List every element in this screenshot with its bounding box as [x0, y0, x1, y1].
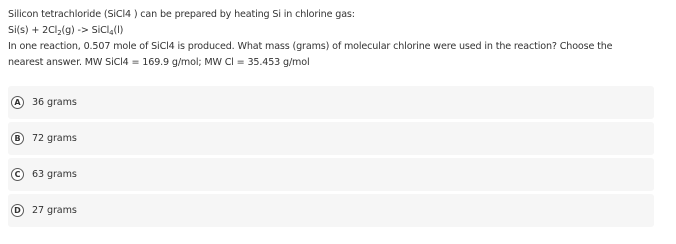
equation-part: (g) -> SiCl: [61, 25, 110, 36]
equation-subscript: 4: [109, 29, 114, 37]
option-label: 63 grams: [32, 169, 77, 180]
answer-option-d[interactable]: [8, 194, 654, 227]
question-text: [8, 7, 658, 71]
question-line-intro: Silicon tetrachloride (SiCl4 ) can be prepared by heating Si in chlorine gas:: [8, 9, 355, 20]
answer-option-a[interactable]: [8, 86, 654, 119]
option-letter-badge: A: [11, 96, 24, 109]
equation-part: Si(s) + 2Cl: [8, 25, 58, 36]
option-label: 36 grams: [32, 97, 77, 108]
option-label: 27 grams: [32, 205, 77, 216]
equation-subscript: 2: [57, 29, 62, 37]
reaction-equation: [8, 23, 658, 39]
option-letter-badge: B: [11, 132, 24, 145]
equation-part: (l): [113, 25, 124, 36]
answer-option-b[interactable]: [8, 122, 654, 155]
answer-option-c[interactable]: [8, 158, 654, 191]
option-letter-badge: D: [11, 204, 24, 217]
answer-options: [8, 86, 654, 230]
option-label: 72 grams: [32, 133, 77, 144]
question-line-data: nearest answer. MW SiCl4 = 169.9 g/mol; MW Cl = 35.453 g/mol: [8, 57, 310, 68]
question-line-prompt: In one reaction, 0.507 mole of SiCl4 is produced. What mass (grams) of molecular chlorine were used in the reaction? Choose the: [8, 41, 613, 52]
option-letter-badge: C: [11, 168, 24, 181]
